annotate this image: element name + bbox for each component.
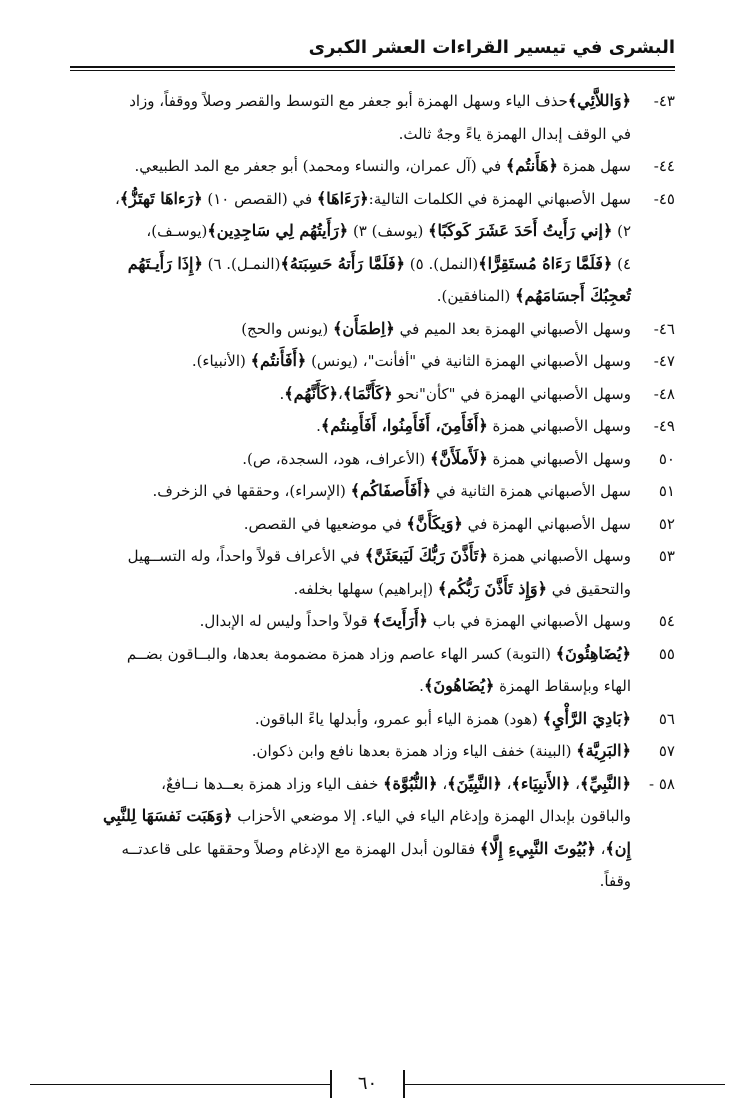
- quran-word: ﴿وَيكَأَنَّ﴾: [406, 513, 463, 533]
- item-number: ٥٣: [658, 547, 675, 565]
- text-line: [70, 345, 631, 378]
- item-number: ٥٤: [658, 612, 675, 630]
- text-line: [70, 378, 631, 411]
- text-span: ٢): [612, 222, 631, 240]
- text-span: فقالون أبدل الهمزة مع الإدغام وصلاً وحققها على قاعدتــه: [121, 839, 480, 858]
- item-text: [70, 150, 631, 183]
- text-span: وسهل الأصبهاني الهمزة في باب: [427, 612, 631, 630]
- item-number: ٥٥: [658, 644, 675, 663]
- text-span: ،: [595, 839, 606, 858]
- item-text: [70, 475, 631, 508]
- item-number: ٤٣-: [653, 92, 675, 110]
- text-span: (النمل). ٥): [405, 254, 479, 273]
- quran-word: تُعجِبُكَ أَجسَامَهُم﴾: [515, 286, 631, 305]
- quran-word: ﴿فَلَمَّا رَءَاهُ مُستَقِرًّا﴾: [478, 253, 613, 273]
- list-item: [70, 768, 675, 898]
- list-item: [70, 475, 675, 508]
- text-span: (إبراهيم) سهلها بخلفه.: [293, 579, 438, 598]
- text-line: [70, 768, 631, 801]
- list-item: [70, 508, 675, 541]
- text-span: في (القصص ١٠): [202, 189, 317, 208]
- text-span: والتحقيق في: [546, 579, 631, 598]
- list-item: [70, 85, 675, 150]
- quran-word: ﴿يُضَاهِئُونَ﴾: [555, 643, 631, 663]
- text-span: (يوسف) ٣): [348, 222, 429, 240]
- text-line: [70, 735, 631, 768]
- text-span: ،: [437, 774, 448, 793]
- text-span: في (آل عمران، والنساء ومحمد) أبو جعفر مع المد الطبيعي.: [134, 157, 506, 175]
- footer-rule-right: [405, 1084, 725, 1085]
- item-text: [70, 345, 631, 378]
- quran-word: ﴿إني رَأَيتُ أَحَدَ عَشَرَ كَوكَبًا﴾: [428, 221, 613, 240]
- list-item: [70, 638, 675, 703]
- text-span: في موضعيها في القصص.: [243, 514, 407, 533]
- header-rule: [70, 66, 675, 68]
- page: [70, 36, 675, 898]
- text-line: [70, 183, 631, 216]
- text-line: [70, 703, 631, 736]
- quran-word: ﴿فَلَمَّا رَأَتهُ حَسِبَتهُ﴾: [280, 253, 405, 273]
- text-span: وسهل الأصبهاني الهمزة في "كأن"نحو: [392, 384, 631, 403]
- item-text: [70, 540, 631, 605]
- quran-word: ﴿إِذَا رَأَيـتَهُم: [127, 253, 203, 273]
- quran-word: ﴿أَرَأَيتَ﴾: [372, 611, 428, 630]
- text-line: [70, 410, 631, 443]
- item-number: ٥١: [658, 482, 675, 500]
- list-item: [70, 703, 675, 736]
- text-line: [70, 150, 631, 183]
- text-line: [70, 605, 631, 638]
- text-span: (هود) همزة الياء أبو عمرو، وأبدلها ياءً الباقون.: [254, 709, 543, 728]
- text-span: (التوبة) كسر الهاء عاصم وزاد همزة مضمومة بعدها، والبــاقون بضــم: [126, 644, 556, 663]
- item-number: ٥٦: [658, 709, 675, 728]
- item-number: ٥٠: [658, 449, 675, 468]
- list-item: [70, 735, 675, 768]
- list-item: [70, 410, 675, 443]
- item-text: [70, 313, 631, 346]
- quran-word: ﴿لَأَملَأَنَّ﴾: [429, 448, 488, 468]
- text-span: (المنافقين).: [436, 287, 516, 305]
- text-span: وسهل الأصبهاني همزة: [487, 417, 631, 435]
- item-text: [70, 735, 631, 768]
- text-span: في الأعراف قولاً واحداً، وله التســهيل: [127, 547, 365, 565]
- text-span: (يونس والحج): [241, 319, 333, 338]
- item-text: [70, 508, 631, 541]
- text-span: وسهل الأصبهاني همزة: [487, 449, 631, 468]
- item-number: ٤٩-: [653, 417, 675, 435]
- item-number: ٤٤-: [653, 157, 675, 175]
- quran-word: ﴿يُضَاهُونَ﴾: [423, 676, 495, 695]
- quran-word: ﴿النُّبُوَّة﴾: [383, 773, 438, 793]
- quran-word: ﴿كَأَنَّهُم﴾: [284, 383, 338, 403]
- text-line: [70, 540, 631, 573]
- text-line: [70, 865, 631, 898]
- quran-word: ﴿تَأَذَّنَ رَبُّكَ لَيَبعَثَنَّ﴾: [364, 546, 488, 565]
- text-line: [70, 833, 631, 866]
- item-number: ٤٨-: [653, 384, 675, 403]
- text-span: خفف الياء وزاد همزة بعــدها نــافعٌ،: [161, 774, 384, 793]
- text-span: .: [316, 417, 321, 435]
- quran-word: ﴿رَءاهَا تَهتَزُّ﴾: [119, 188, 203, 208]
- quran-word: ﴿اِطمَأَن﴾: [333, 318, 395, 338]
- text-line: [70, 215, 631, 248]
- quran-word: ﴿بَادِيَ الرَّأْيِ﴾: [542, 708, 631, 728]
- quran-word: ﴿أَفَأَنتُم﴾: [250, 351, 307, 370]
- text-span: سهل همزة: [557, 157, 631, 175]
- page-footer: [30, 1066, 725, 1106]
- item-number: ٤٦-: [653, 319, 675, 338]
- text-span: (النمـل). ٦): [202, 254, 281, 273]
- text-line: [70, 670, 631, 703]
- footer-rule-left: [30, 1084, 330, 1085]
- text-span: ،: [114, 189, 120, 208]
- text-line: [70, 508, 631, 541]
- quran-word: إِن﴾: [605, 838, 631, 858]
- item-number: ٥٧: [658, 742, 675, 760]
- quran-word: ﴿وَاللاَّئِي﴾: [567, 91, 631, 110]
- text-span: وسهل الأصبهاني الهمزة بعد الميم في: [394, 319, 631, 338]
- text-span: قولاً واحداً وليس له الإبدال.: [199, 612, 373, 630]
- quran-word: ﴿أَفَأَصفَاكُم﴾: [350, 481, 432, 500]
- text-line: [70, 313, 631, 346]
- item-text: [70, 85, 631, 150]
- item-text: [70, 410, 631, 443]
- quran-word: ﴿النَّبِيِّنَ﴾: [447, 773, 502, 793]
- running-header-title: البشرى في تيسير القراءات العشر الكبرى: [308, 37, 675, 58]
- quran-word: ﴿وَهَبَت نَفسَهَا لِلنَّبِي: [102, 806, 233, 825]
- page-body: [70, 85, 675, 898]
- text-span: ،: [337, 384, 343, 403]
- item-text: [70, 703, 631, 736]
- list-item: [70, 183, 675, 313]
- item-text: [70, 768, 631, 898]
- text-span: ٤): [612, 254, 631, 273]
- text-span: سهل الأصبهاني همزة الثانية في: [431, 482, 631, 500]
- text-line: [70, 573, 631, 606]
- text-line: [70, 475, 631, 508]
- list-item: [70, 605, 675, 638]
- text-span: والباقون بإبدال الهمزة وإدغام الياء في الياء. إلا موضعي الأحزاب: [232, 807, 631, 825]
- list-item: [70, 443, 675, 476]
- item-text: [70, 378, 631, 411]
- text-span: (البينة) خفف الياء وزاد همزة بعدها نافع وابن ذكوان.: [251, 742, 577, 760]
- quran-word: ﴿هَأَنتُم﴾: [505, 156, 558, 175]
- page-number: ٦٠: [357, 1073, 378, 1094]
- text-line: [70, 85, 631, 118]
- text-span: (الإسراء)، وحققها في الزخرف.: [152, 482, 351, 500]
- list-item: [70, 313, 675, 346]
- list-item: [70, 540, 675, 605]
- text-span: وقفاً.: [599, 872, 631, 890]
- text-span: .: [279, 384, 285, 403]
- quran-word: ﴿رَءَاهَا﴾: [316, 188, 369, 208]
- item-number: ٥٢: [658, 514, 675, 533]
- item-text: [70, 443, 631, 476]
- list-item: [70, 345, 675, 378]
- quran-word: ﴿كَأَنَّمَا﴾: [342, 383, 393, 403]
- text-line: [70, 118, 631, 151]
- text-span: (الأعراف، هود، السجدة، ص).: [242, 449, 430, 468]
- item-text: [70, 605, 631, 638]
- item-number: ٥٨ -: [649, 774, 675, 793]
- text-span: .: [419, 677, 424, 695]
- text-span: ،: [501, 774, 512, 793]
- item-text: [70, 183, 631, 313]
- list-item: [70, 150, 675, 183]
- text-span: وسهل الأصبهاني همزة: [487, 547, 631, 565]
- quran-word: ﴿وَإِذ تَأَذَّنَ رَبُّكُم﴾: [437, 578, 547, 598]
- text-span: في الوقف إبدال الهمزة ياءً وجهٌ ثالث.: [398, 124, 631, 143]
- quran-word: ﴿الأَنبِيَاء﴾: [511, 773, 571, 793]
- quran-word: ﴿النَّبِيِّ﴾: [579, 773, 631, 793]
- text-line: [70, 638, 631, 671]
- quran-word: ﴿أَفَأَمِنَ، أَفَأَمِنُوا، أَفَأَمِنتُم﴾: [320, 416, 488, 435]
- text-span: ،: [570, 774, 580, 793]
- text-span: (الأنبياء).: [191, 352, 251, 370]
- text-span: وسهل الأصبهاني الهمزة الثانية في "أفأنت"، (يونس): [306, 352, 631, 370]
- list-item: [70, 378, 675, 411]
- item-number: ٤٧-: [653, 352, 675, 370]
- quran-word: ﴿بُيُوتَ النَّبِيءِ إِلَّا﴾: [479, 838, 596, 858]
- item-text: [70, 638, 631, 703]
- text-line: [70, 800, 631, 833]
- quran-word: ﴿رَأَيتُهُم لِي سَاجِدِين﴾: [207, 221, 349, 240]
- text-span: حذف الياء وسهل الهمزة أبو جعفر مع التوسط والقصر وصلاً ووقفاً، وزاد: [129, 92, 568, 110]
- text-span: سهل الأصبهاني الهمزة في الكلمات التالية:: [368, 189, 631, 208]
- text-line: [70, 443, 631, 476]
- text-span: (يوسـف)،: [146, 222, 208, 240]
- text-line: [70, 280, 631, 313]
- text-line: [70, 248, 631, 281]
- quran-word: ﴿البَرِيَّة﴾: [576, 741, 631, 760]
- header-rule-thin: [70, 70, 675, 71]
- item-number: ٤٥-: [653, 189, 675, 208]
- text-span: الهاء وبإسقاط الهمزة: [494, 677, 631, 695]
- text-span: سهل الأصبهاني الهمزة في: [462, 514, 631, 533]
